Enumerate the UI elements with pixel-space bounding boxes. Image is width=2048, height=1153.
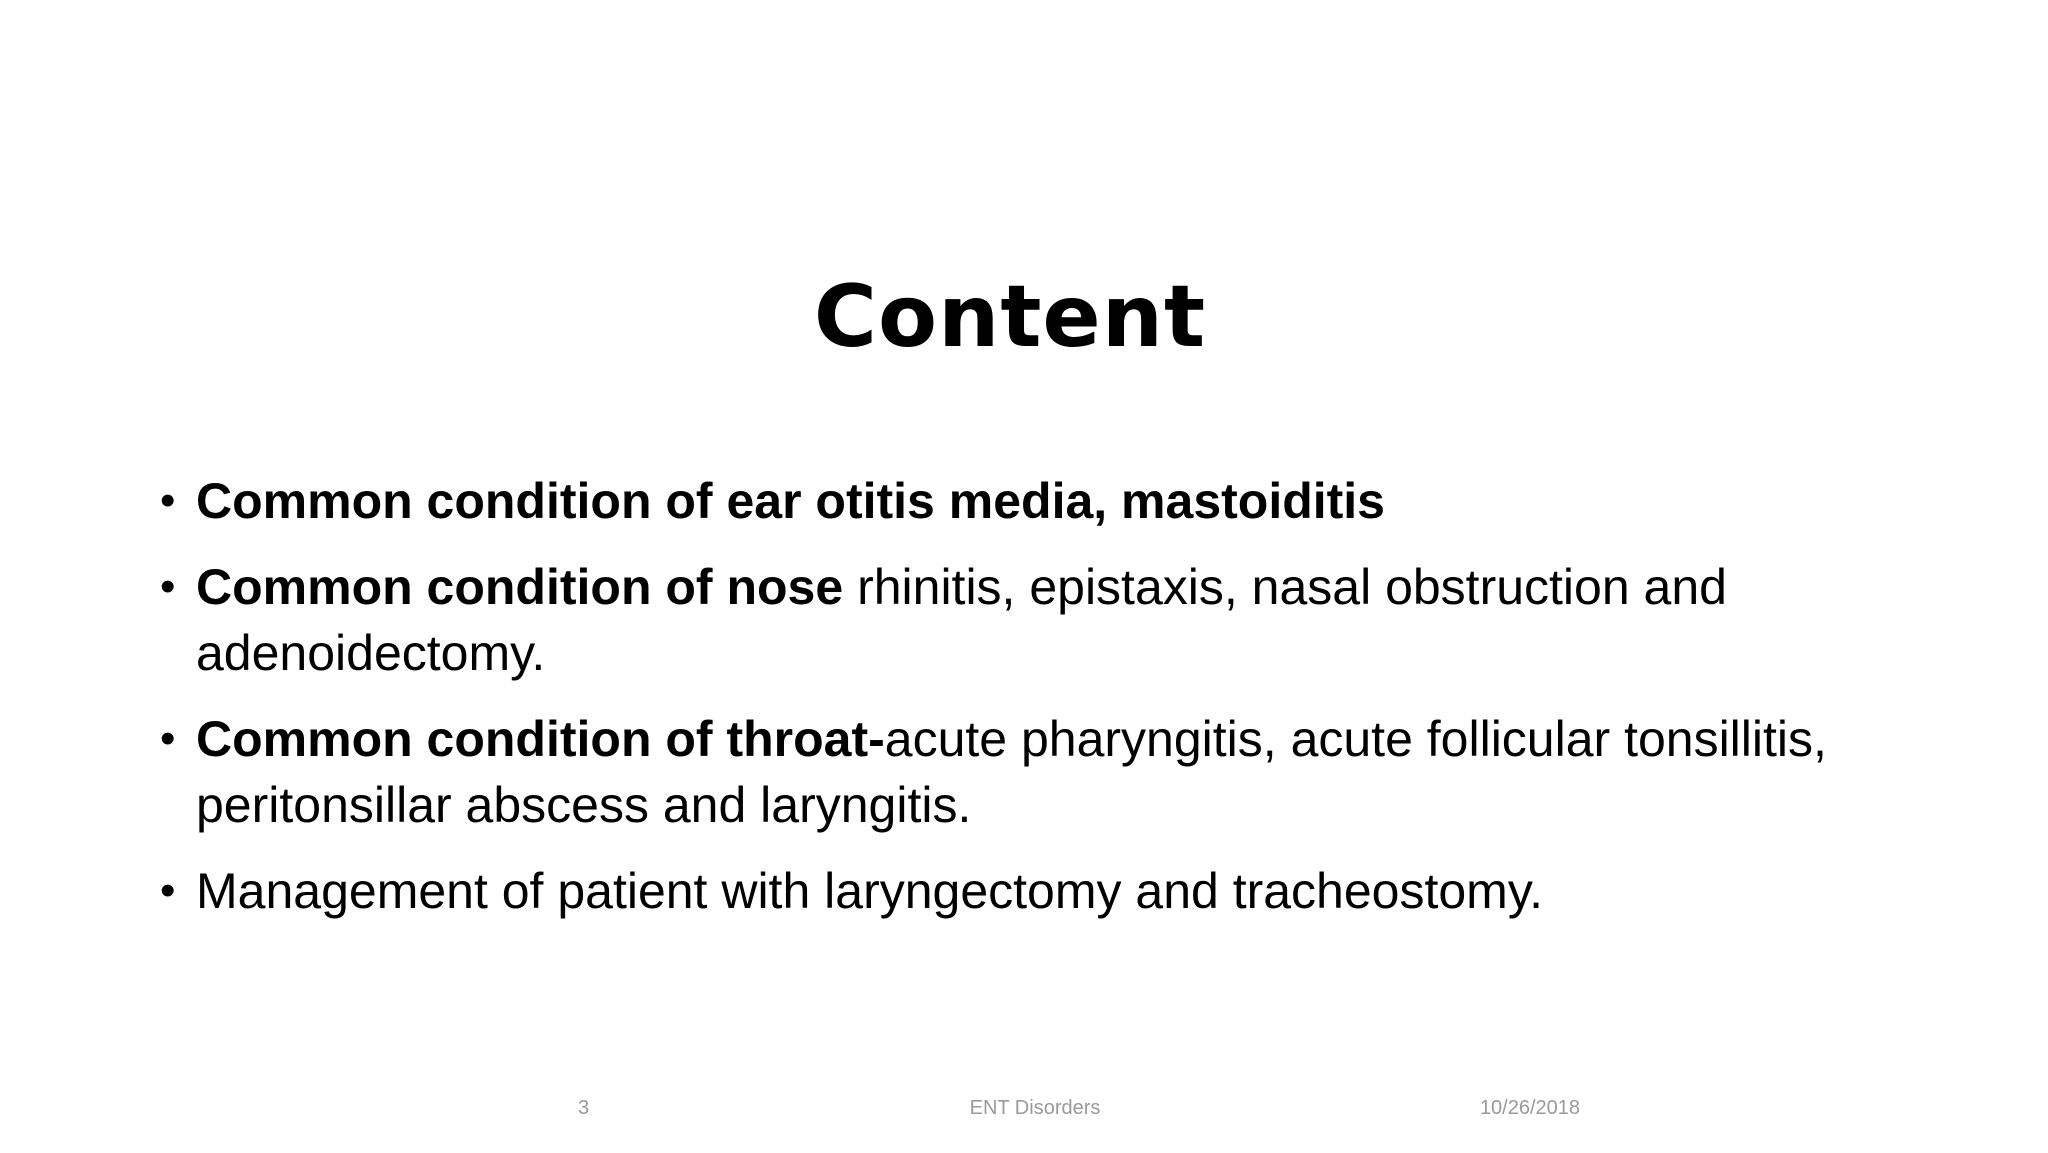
slide-number: 3 xyxy=(578,1097,590,1119)
bullet-bold-text: Common condition of ear otitis media, mastoiditis xyxy=(196,473,1385,529)
bullet-text: Management of patient with laryngectomy and tracheostomy. xyxy=(196,863,1543,919)
bullet-item-nose xyxy=(160,554,1880,686)
footer-title: ENT Disorders xyxy=(969,1097,1101,1119)
bullet-bold-text: Common condition of throat- xyxy=(196,711,885,767)
bullet-bold-text: Common condition of nose xyxy=(196,559,844,615)
bullet-icon: • xyxy=(160,866,176,915)
bullet-text: acute pharyngitis, acute follicular tonsillitis, peritonsillar abscess and laryngitis. xyxy=(196,711,1827,833)
bullet-list xyxy=(160,468,1880,944)
bullet-icon: • xyxy=(160,562,176,611)
bullet-item-management xyxy=(160,858,1880,924)
bullet-text: rhinitis, epistaxis, nasal obstruction and adenoidectomy. xyxy=(196,559,1727,681)
slide-title: Content xyxy=(813,267,1207,367)
bullet-icon: • xyxy=(160,476,176,525)
bullet-item-ear xyxy=(160,468,1880,534)
bullet-item-throat xyxy=(160,706,1880,838)
bullet-icon: • xyxy=(160,714,176,763)
footer-date: 10/26/2018 xyxy=(1479,1097,1581,1119)
